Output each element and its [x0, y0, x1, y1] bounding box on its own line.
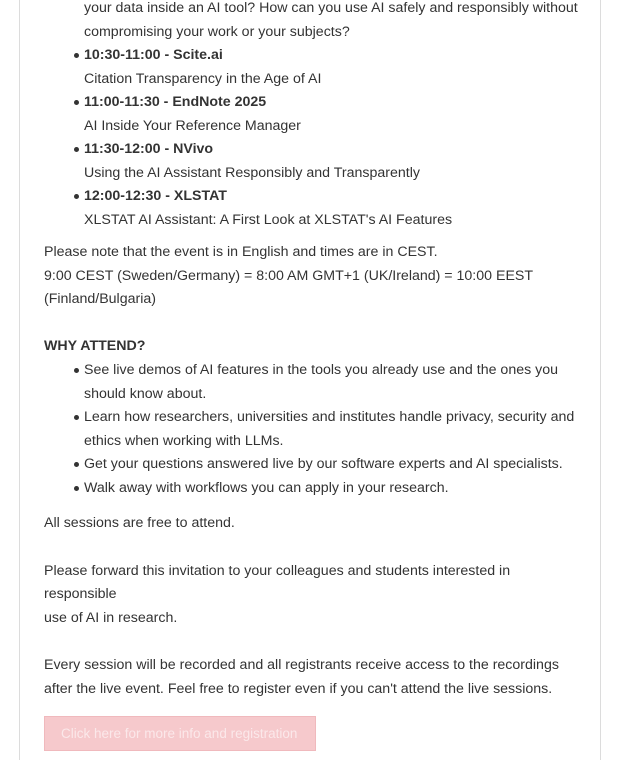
forward-line-1: Please forward this invitation to your colleagues and students interested in responsible [44, 562, 511, 602]
recording-note [44, 654, 584, 701]
session-item [44, 91, 584, 138]
registration-button[interactable]: Click here for more info and registration [44, 716, 316, 751]
why-attend-heading: WHY ATTEND? [44, 337, 146, 354]
benefit-line: See live demos of AI features in the tools you already use and the ones you [84, 362, 559, 378]
benefit-item [44, 359, 584, 406]
benefit-line: Walk away with workflows you can apply in your research. [84, 479, 449, 496]
session-subtitle: AI Inside Your Reference Manager [84, 117, 301, 134]
intro-line-2: compromising your work or your subjects? [84, 23, 350, 40]
session-title: 11:00-11:30 - EndNote 2025 [84, 94, 267, 110]
forward-note [44, 560, 584, 631]
session-item [44, 44, 584, 91]
benefit-line: Learn how researchers, universities and institutes handle privacy, security and [84, 409, 575, 425]
benefit-line: Get your questions answered live by our software experts and AI specialists. [84, 456, 563, 472]
recording-line-1: Every session will be recorded and all registrants receive access to the recordings [44, 657, 559, 673]
recording-line-2: after the live event. Feel free to register even if you can't attend the live sessions. [44, 680, 553, 697]
email-content [44, 0, 584, 751]
session-item [44, 185, 584, 232]
session-title: 10:30-11:00 - Scite.ai [84, 47, 223, 63]
session-subtitle: XLSTAT AI Assistant: A First Look at XLSTAT's AI Features [84, 211, 453, 228]
intro-line-1: your data inside an AI tool? How can you use AI safely and responsibly without [84, 0, 578, 16]
session-subtitle: Using the AI Assistant Responsibly and Transparently [84, 164, 420, 181]
time-note-line-2: 9:00 CEST (Sweden/Germany) = 8:00 AM GMT+1 (UK/Ireland) = 10:00 EEST [44, 267, 534, 284]
time-note-line-3: (Finland/Bulgaria) [44, 291, 156, 307]
benefit-item [44, 406, 584, 453]
session-title: 12:00-12:30 - XLSTAT [84, 188, 227, 204]
forward-line-2: use of AI in research. [44, 609, 178, 626]
session-subtitle: Citation Transparency in the Age of AI [84, 70, 322, 87]
benefit-line: ethics when working with LLMs. [84, 432, 284, 449]
benefits-list [44, 359, 584, 500]
session-item [44, 138, 584, 185]
free-note: All sessions are free to attend. [44, 515, 235, 531]
time-note-line-1: Please note that the event is in English and times are in CEST. [44, 244, 438, 260]
intro-continuation [44, 0, 584, 44]
session-title: 11:30-12:00 - NVivo [84, 141, 214, 157]
benefit-line: should know about. [84, 385, 207, 402]
session-list [44, 0, 584, 232]
time-note [44, 241, 584, 312]
benefit-item [44, 477, 584, 501]
benefit-item [44, 453, 584, 477]
